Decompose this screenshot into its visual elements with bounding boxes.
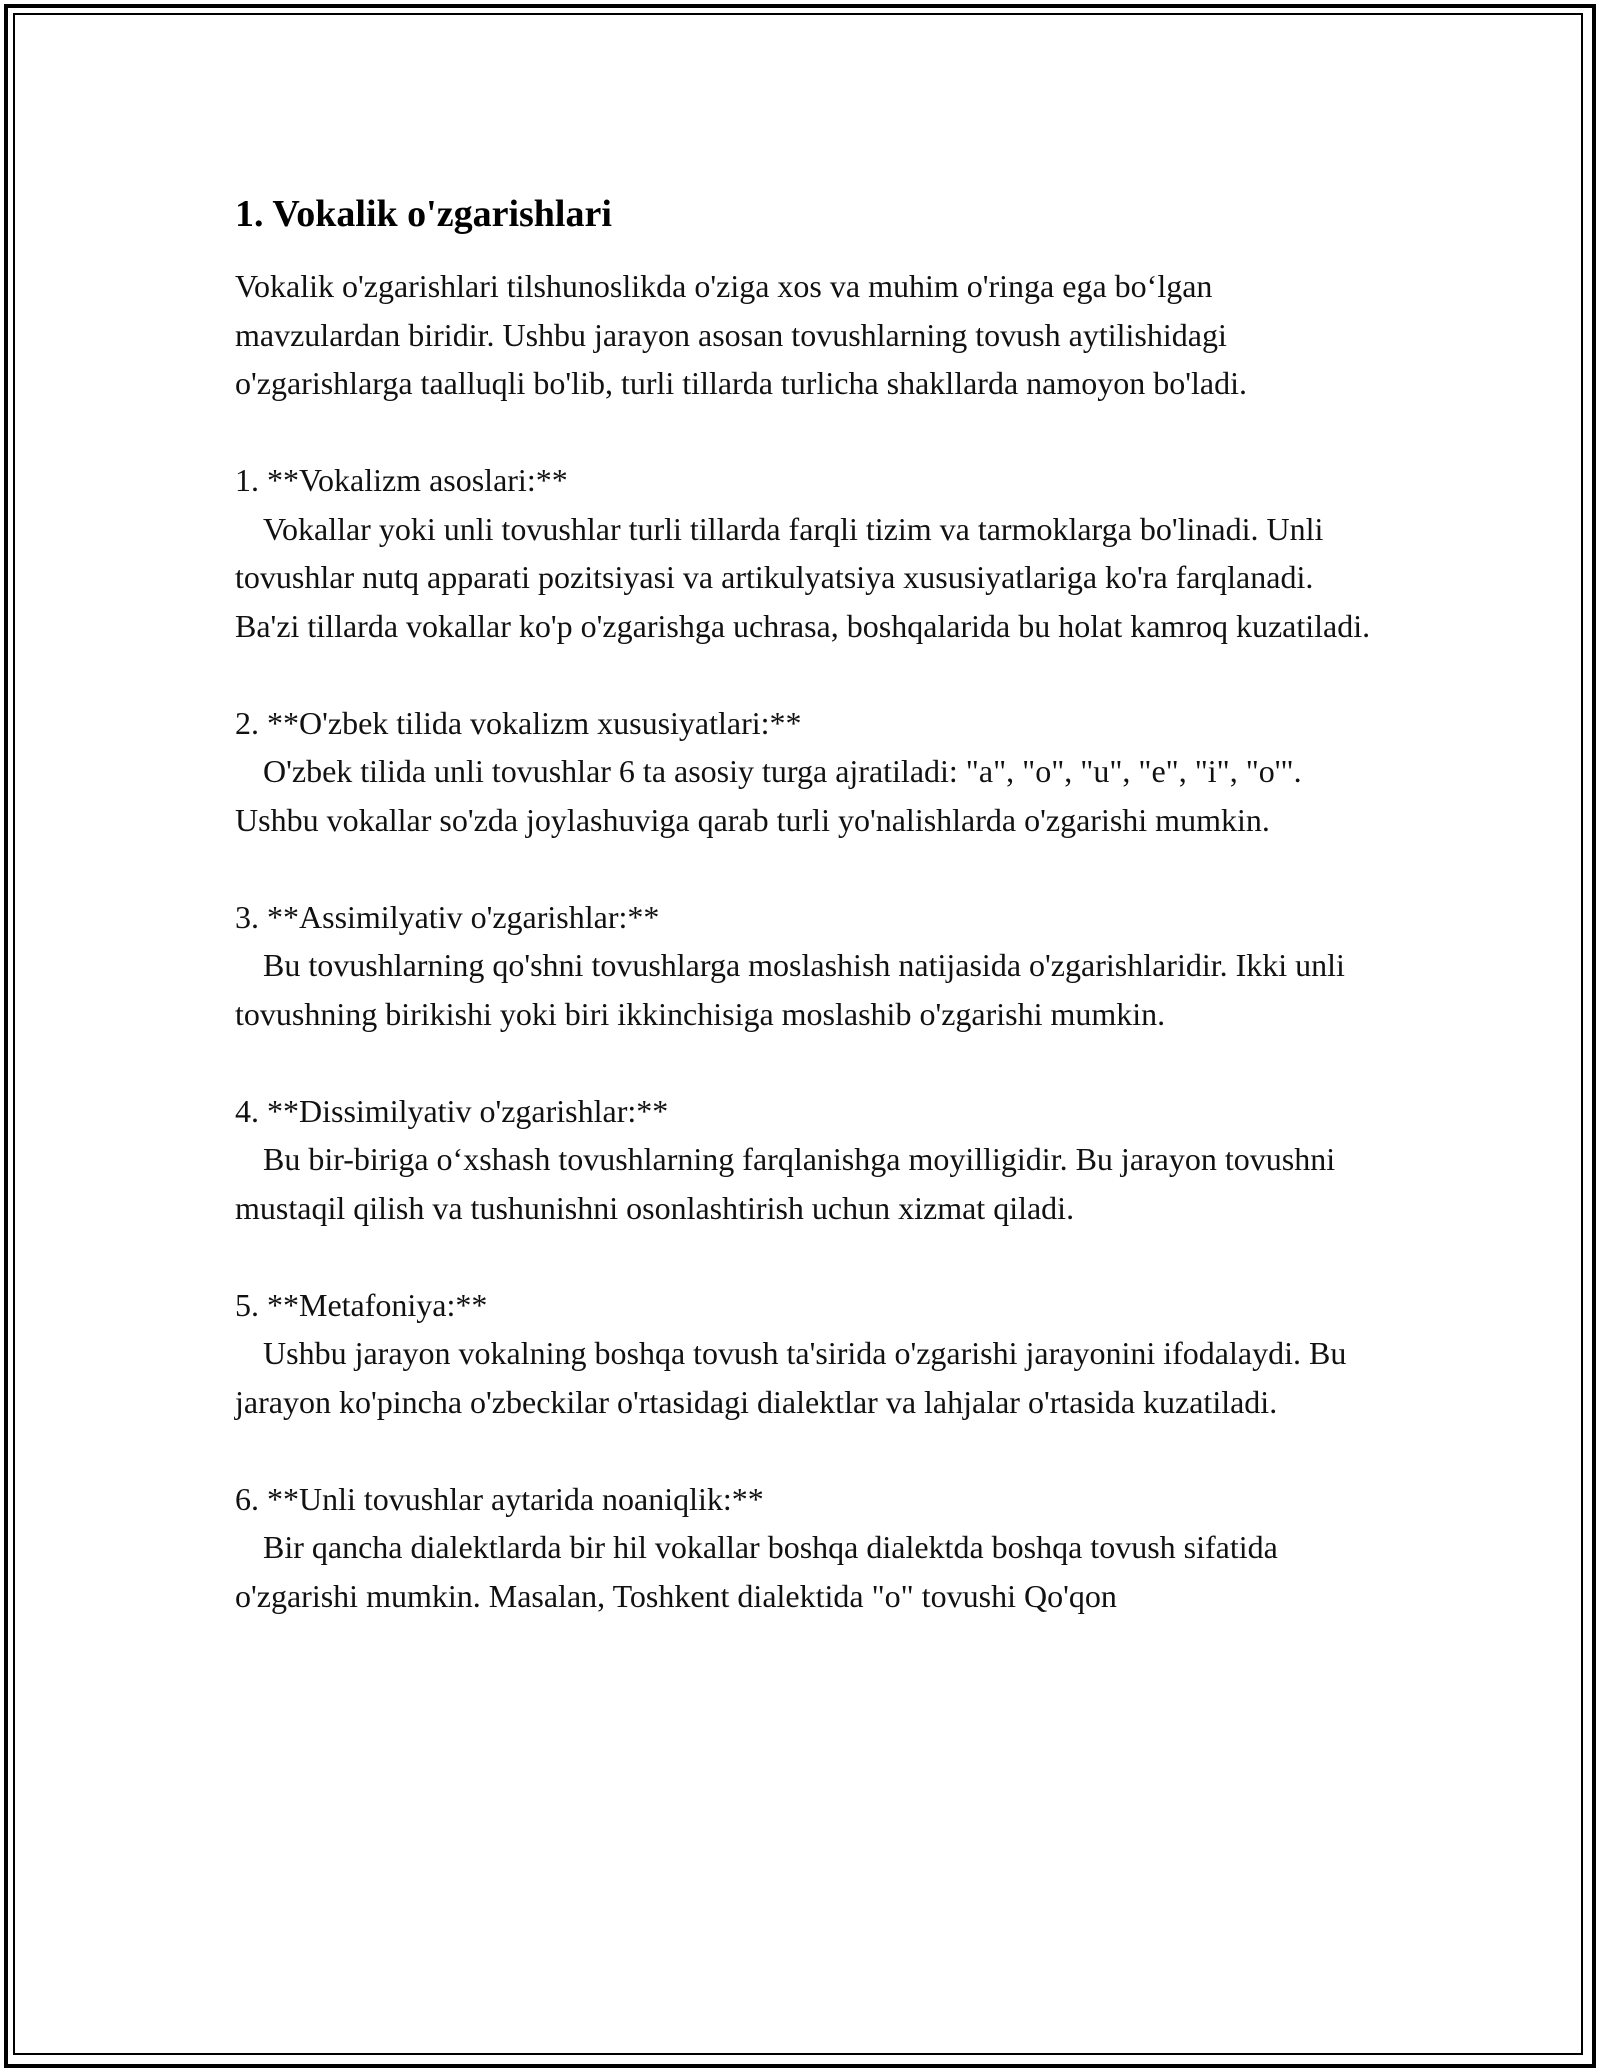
- section-heading: 1. **Vokalizm asoslari:**: [235, 462, 568, 498]
- section-2: [235, 699, 1385, 845]
- intro-paragraph: Vokalik o'zgarishlari tilshunoslikda o'ziga xos va muhim o'ringa ega bo‘lgan mavzulardan biridir. Ushbu jarayon asosan tovushlarning tovush aytilishidagi o'zgarishlarga taalluqli bo'lib, turli tillarda turlicha shakllarda namoyon bo'ladi.: [235, 268, 1247, 401]
- section-body: O'zbek tilida unli tovushlar 6 ta asosiy turga ajratiladi: "a", "o", "u", "e", "i", "o'". Ushbu vokallar so'zda joylashuviga qarab turli yo'nalishlarda o'zgarishi mumkin.: [235, 753, 1302, 838]
- section-3: [235, 893, 1385, 1039]
- section-6: [235, 1475, 1385, 1621]
- document-content: [235, 186, 1385, 1669]
- section-heading: 2. **O'zbek tilida vokalizm xususiyatlari:**: [235, 704, 802, 741]
- section-body: Vokallar yoki unli tovushlar turli tillarda farqli tizim va tarmoklarga bo'linadi. Unli tovushlar nutq apparati pozitsiyasi va artikulyatsiya xususiyatlariga ko'ra farqlanadi. Ba'zi tillarda vokallar ko'p o'zgarishga uchrasa, boshqalarida bu holat kamroq kuzatiladi.: [235, 510, 1371, 644]
- section-body: Bu bir-biriga o‘xshash tovushlarning farqlanishga moyilligidir. Bu jarayon tovushni mustaqil qilish va tushunishni osonlashtirish uchun xizmat qiladi.: [235, 1141, 1336, 1226]
- section-5: [235, 1281, 1385, 1427]
- section-heading: 5. **Metafoniya:**: [235, 1286, 488, 1323]
- section-body: Bir qancha dialektlarda bir hil vokallar boshqa dialektda boshqa tovush sifatida o'zgarishi mumkin. Masalan, Toshkent dialektida "o" tovushi Qo'qon: [235, 1529, 1278, 1614]
- section-heading: 4. **Dissimilyativ o'zgarishlar:**: [235, 1092, 669, 1129]
- document-title: 1. Vokalik o'zgarishlari: [235, 193, 612, 235]
- section-heading: 6. **Unli tovushlar aytarida noaniqlik:**: [235, 1480, 764, 1517]
- section-body: Bu tovushlarning qo'shni tovushlarga moslashish natijasida o'zgarishlaridir. Ikki unli tovushning birikishi yoki biri ikkinchisiga moslashib o'zgarishi mumkin.: [235, 947, 1345, 1032]
- section-heading: 3. **Assimilyativ o'zgarishlar:**: [235, 898, 660, 935]
- section-4: [235, 1087, 1385, 1233]
- section-body: Ushbu jarayon vokalning boshqa tovush ta'sirida o'zgarishi jarayonini ifodalaydi. Bu jarayon ko'pincha o'zbeckilar o'rtasidagi dialektlar va lahjalar o'rtasida kuzatiladi.: [235, 1335, 1347, 1420]
- section-1: [235, 456, 1385, 650]
